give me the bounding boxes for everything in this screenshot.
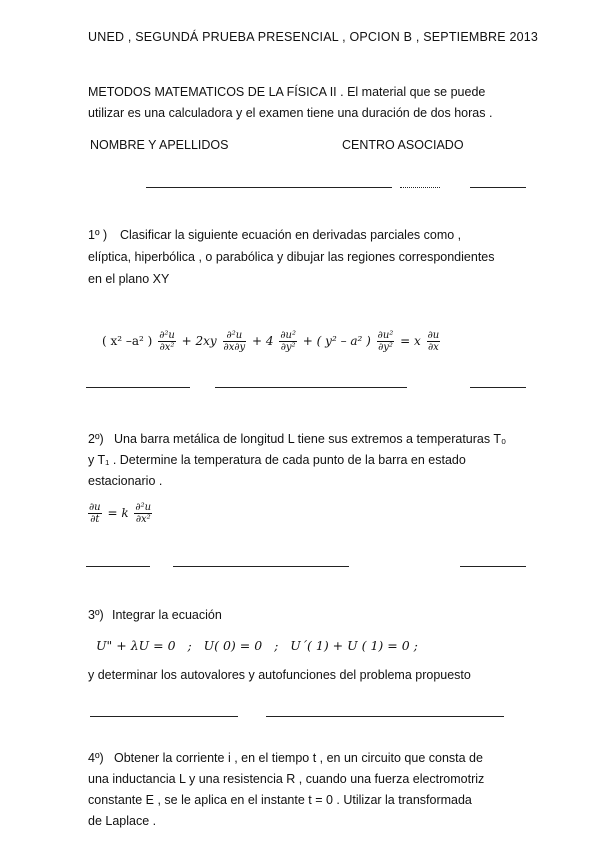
frac-den: ∂x	[428, 342, 439, 353]
intro-line-1: METODOS MATEMATICOS DE LA FÍSICA II . El material que se puede	[88, 85, 486, 99]
q4-line-2: una inductancia L y una resistencia R , cuando una fuerza electromotriz	[88, 772, 485, 786]
eq-part: + ( y² – a² )	[302, 334, 371, 348]
frac-den: ∂x²	[135, 514, 151, 525]
frac-den: ∂y²	[378, 342, 393, 353]
frac-den: ∂x∂y	[223, 342, 246, 353]
frac-num: ∂u	[89, 502, 101, 513]
frac-num: ∂²u	[135, 502, 152, 513]
q4-line-3: constante E , se le aplica en el instante t = 0 . Utilizar la transformada	[88, 793, 472, 807]
q1-line-2: elíptica, hiperbólica , o parabólica y dibujar las regiones correspondientes	[88, 250, 495, 264]
q1-line-1: Clasificar la siguiente ecuación en derivadas parciales como ,	[120, 228, 462, 242]
frac-den: ∂y²	[280, 342, 296, 353]
q1-answer-line[interactable]	[470, 387, 526, 388]
q1-answer-line[interactable]	[86, 387, 190, 388]
q1-line-3: en el plano XY	[88, 272, 170, 286]
frac-num: ∂²u	[159, 330, 175, 341]
name-label: NOMBRE Y APELLIDOS	[90, 138, 229, 152]
q1-answer-line[interactable]	[215, 387, 407, 388]
q2-answer-line[interactable]	[460, 566, 526, 567]
frac-num: ∂u²	[280, 330, 296, 341]
q2-line-3: estacionario .	[88, 474, 163, 488]
fill-line-dotted	[400, 187, 440, 188]
q1-equation	[102, 330, 442, 353]
q2-line-1: Una barra metálica de longitud L tiene sus extremos a temperaturas T₀	[114, 432, 507, 446]
q3-equation: U" + λU = 0 ; U( 0) = 0 ; U´( 1) + U ( 1) = 0 ;	[96, 638, 418, 653]
q2-line-2: y T₁ . Determine la temperatura de cada punto de la barra en estado	[88, 453, 466, 467]
eq-part: = k	[107, 506, 129, 520]
eq-part: + 4	[252, 334, 274, 348]
q3-number: 3º)	[88, 608, 104, 622]
q2-number: 2º)	[88, 432, 104, 446]
frac-den: ∂x²	[159, 342, 175, 353]
q3-line-2: y determinar los autovalores y autofunciones del problema propuesto	[88, 668, 471, 682]
q3-line-1: Integrar la ecuación	[112, 608, 222, 622]
frac-num: ∂²u	[223, 330, 247, 342]
q4-number: 4º)	[88, 751, 104, 765]
name-fill-line[interactable]	[146, 187, 392, 188]
eq-part: + 2xy	[181, 334, 217, 348]
frac-num: ∂u²	[377, 330, 394, 341]
q3-answer-line[interactable]	[266, 716, 504, 717]
q2-answer-line[interactable]	[173, 566, 349, 567]
q3-answer-line[interactable]	[90, 716, 238, 717]
frac-den: ∂t	[90, 514, 100, 525]
q2-equation	[86, 502, 154, 525]
q4-line-4: de Laplace .	[88, 814, 157, 828]
q1-number: 1º )	[88, 228, 108, 242]
q2-answer-line[interactable]	[86, 566, 150, 567]
center-label: CENTRO ASOCIADO	[342, 138, 464, 152]
eq-part: ( x² –a² )	[102, 334, 153, 348]
q4-line-1: Obtener la corriente i , en el tiempo t , en un circuito que consta de	[114, 751, 483, 765]
center-fill-line[interactable]	[470, 187, 526, 188]
eq-part: = x	[400, 334, 421, 348]
intro-line-2: utilizar es una calculadora y el examen tiene una duración de dos horas .	[88, 106, 493, 120]
exam-title: UNED , SEGUNDÁ PRUEBA PRESENCIAL , OPCION B , SEPTIEMBRE 2013	[88, 30, 539, 44]
frac-num: ∂u	[427, 330, 440, 341]
